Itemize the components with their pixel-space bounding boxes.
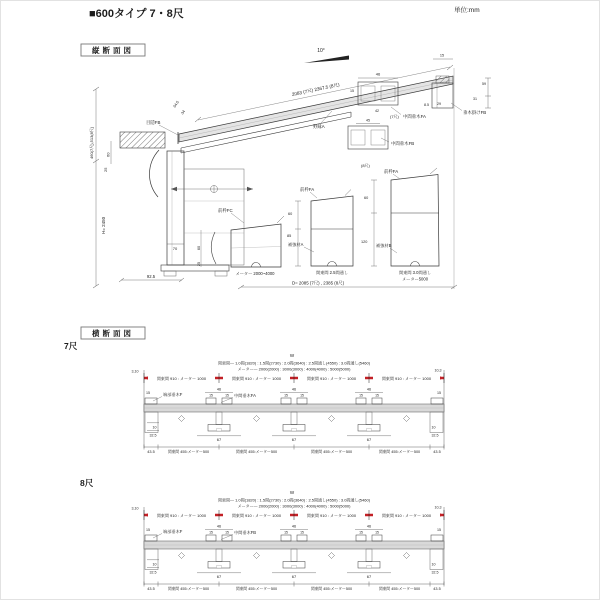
dim-slope-length: 2083 (7尺) 2367.5 (8尺): [291, 82, 340, 98]
dim-25-fc: 25: [197, 261, 201, 267]
end-rafter-label: 端部垂木F: [163, 529, 183, 535]
dim-29: 29: [437, 102, 441, 106]
front-fa-label-mid: 前枠FA: [300, 187, 315, 192]
dim-overall-height: H= 2450: [101, 216, 106, 234]
mid-rafter-fb-label: 中間垂木FB: [391, 141, 415, 146]
dim-10: 10: [431, 562, 436, 567]
dim-46: 46: [291, 524, 297, 529]
dim-31: 31: [473, 97, 477, 101]
dim-60-right: 60: [364, 196, 369, 200]
panel-joint-diamonds: [179, 416, 410, 422]
dim-60-mid: 60: [288, 212, 293, 216]
segment-label: 関東間 910 : メーター 1000: [306, 513, 357, 519]
dim-46: 46: [216, 387, 222, 392]
dim-depth: D= 2085 (7尺) , 2385 (8尺): [291, 280, 345, 286]
dim-34: 34: [180, 109, 187, 116]
span-label: 関東間 455:メーター500: [167, 450, 210, 454]
front-fa-label-right: 前枠FA: [384, 169, 399, 174]
dim-32-5: 32.5: [431, 433, 439, 438]
meter-5000-label: メーター5000: [401, 276, 429, 282]
dim-8-5: 8.5: [424, 103, 429, 107]
end-rafter-label: 端部垂木F: [163, 392, 183, 398]
front-fc-label: 前枠FC: [218, 208, 233, 213]
left-dimension-column: [88, 87, 111, 288]
dim-67: 67: [291, 574, 297, 579]
dim-45: 45: [366, 118, 370, 123]
mekakushi-label: 目隠FB: [146, 120, 161, 125]
front-frame-fa-detail-mid: [287, 186, 353, 276]
shaku8-label: (8尺): [361, 163, 370, 168]
edge-dims-left: 3,10: [131, 506, 139, 511]
meter-line: メーター— 2000(2000) : 3000(3000) : 4000(4000) : 5000(5000): [237, 366, 351, 372]
dim-15-left: 15: [146, 390, 150, 395]
dim-15-right: 15: [437, 390, 441, 395]
longitudinal-section: [81, 44, 491, 289]
span-label: 関東間 455:メーター500: [310, 587, 353, 591]
edge-dims-left: 3,10: [131, 369, 139, 374]
dim-15: 15: [284, 393, 288, 398]
width-label: W: [289, 490, 295, 495]
stiffener-a-label: 補強材A: [288, 242, 304, 247]
dim-15-wall: 15: [439, 53, 445, 58]
dim-15: 15: [375, 530, 379, 535]
segment-label: 関東間 910 : メーター 1000: [306, 376, 357, 382]
meter-range-label: メーター 2000~4000: [235, 271, 275, 276]
dim-43-5: 43.5: [147, 450, 155, 454]
span-label: 関東間 455:メーター500: [235, 587, 278, 591]
cross-section-header: [81, 327, 145, 339]
dim-32-5: 32.5: [149, 570, 157, 575]
front-support-assembly: [119, 132, 253, 282]
dim-59: 59: [482, 82, 486, 86]
bottom-dimensions: [144, 560, 444, 591]
dim-92-5: 92.5: [146, 274, 156, 279]
dim-43-5: 43.5: [433, 450, 441, 454]
dim-46: 46: [366, 387, 372, 392]
tarukigake-label: 垂木掛けFB: [463, 110, 487, 115]
kanto-line: 関東間— 1.0間(1820) : 1.5間(2730) : 2.0間(3640) : 2.5間通し(4550) : 3.0間通し(5460): [217, 360, 371, 366]
dim-15: 15: [225, 530, 229, 535]
segment-label: 関東間 910 : メーター 1000: [231, 513, 282, 519]
meter-line: メーター— 2000(2000) : 3000(3000) : 4000(4000) : 5000(5000): [237, 503, 351, 509]
dim-10: 10: [431, 425, 436, 430]
rafter-detail-fb: [348, 119, 414, 169]
dim-46: 46: [216, 524, 222, 529]
dim-120: 120: [361, 240, 368, 244]
dim-32-5: 32.5: [149, 433, 157, 438]
span-label: 関東間 455:メーター500: [310, 450, 353, 454]
span-label: 関東間 455:メーター500: [167, 587, 210, 591]
dim-15: 15: [300, 530, 304, 535]
dim-15: 15: [225, 393, 229, 398]
span-label: 関東間 455:メーター500: [378, 587, 421, 591]
front-frame-fc-detail: [197, 207, 284, 277]
dim-70: 70: [172, 246, 178, 251]
panel-joint-diamonds: [179, 553, 410, 559]
segment-label: 関東間 910 : メーター 1000: [381, 513, 432, 519]
dim-15: 15: [359, 530, 363, 535]
edge-dims-right: 10,3: [434, 368, 442, 373]
bottom-dimensions: [144, 423, 444, 454]
dim-67: 67: [216, 437, 222, 442]
dim-32-5: 32.5: [431, 570, 439, 575]
kanto-3-0-label: 関東間 3.0間通し: [398, 270, 432, 275]
nobuchi-label: 野縁A: [313, 124, 325, 129]
dim-67: 67: [291, 437, 297, 442]
dim-15: 15: [350, 89, 354, 93]
drawing-canvas: [1, 1, 600, 601]
dim-43-5: 43.5: [433, 587, 441, 591]
dim-42: 42: [375, 109, 379, 113]
mid-rafter-label: 中間垂木FA: [234, 393, 256, 399]
dim-10: 10: [152, 562, 157, 567]
size-label-7: 7尺: [64, 341, 78, 351]
dim-34-5: 34.5: [172, 100, 180, 109]
page-title: ■600タイプ 7・8尺: [89, 8, 184, 20]
dim-15: 15: [209, 530, 213, 535]
front-frame-fa-detail-right: [361, 168, 439, 283]
dim-46: 46: [366, 524, 372, 529]
width-label: W: [289, 353, 295, 358]
dim-85: 85: [287, 234, 292, 238]
cross-section-8shaku: [80, 478, 444, 591]
dim-43-5: 43.5: [147, 587, 155, 591]
dim-15: 15: [209, 393, 213, 398]
dim-67: 67: [366, 437, 372, 442]
span-label: 関東間 455:メーター500: [378, 450, 421, 454]
segment-label: 関東間 910 : メーター 1000: [381, 376, 432, 382]
width-dimension-red: [144, 373, 444, 383]
dim-60: 60: [105, 152, 111, 157]
slope-angle-indicator: [304, 48, 349, 63]
dim-67: 67: [216, 574, 222, 579]
dim-15: 15: [284, 530, 288, 535]
nobuchi-callout: [313, 111, 332, 130]
angle-label: 10°: [317, 48, 325, 54]
dim-10: 10: [152, 425, 157, 430]
dim-67: 67: [366, 574, 372, 579]
dim-15: 15: [375, 393, 379, 398]
mid-rafter-fa-label: 中間垂木FA: [403, 114, 426, 119]
dim-15-right: 15: [437, 527, 441, 532]
section-label: 横断面図: [92, 329, 134, 339]
wall-bracket-detail: [424, 54, 491, 290]
section-label: 縦断面図: [92, 46, 134, 56]
span-label: 関東間 455:メーター500: [235, 450, 278, 454]
kanto-line: 関東間— 1.0間(1820) : 1.5間(2730) : 2.0間(3640) : 2.5間通し(4550) : 3.0間通し(5460): [217, 497, 371, 503]
segment-label: 関東間 910 : メーター 1000: [156, 513, 207, 519]
segment-label: 関東間 910 : メーター 1000: [156, 376, 207, 382]
stiffener-b-label: 補強材B: [376, 243, 392, 248]
unit-label: 単位:mm: [454, 7, 480, 14]
dim-height-roof: 460(7尺),513(8尺): [89, 126, 94, 159]
dim-15: 15: [300, 393, 304, 398]
shaku7-label: (7尺): [390, 114, 399, 119]
size-label-8: 8尺: [80, 478, 94, 488]
dim-25: 25: [103, 167, 108, 172]
cross-section-7shaku: [64, 341, 444, 454]
segment-label: 関東間 910 : メーター 1000: [231, 376, 282, 382]
kanto-2-5-label: 関東間 2.5間通し: [315, 270, 349, 275]
dim-60-fc: 60: [197, 245, 201, 251]
mid-rafter-label: 中間垂木FB: [234, 530, 257, 536]
edge-dims-right: 10,3: [434, 505, 442, 510]
dim-15: 15: [359, 393, 363, 398]
dim-46: 46: [375, 71, 381, 77]
dim-15-left: 15: [146, 527, 150, 532]
dim-46: 46: [291, 387, 297, 392]
width-dimension-red: [144, 510, 444, 520]
